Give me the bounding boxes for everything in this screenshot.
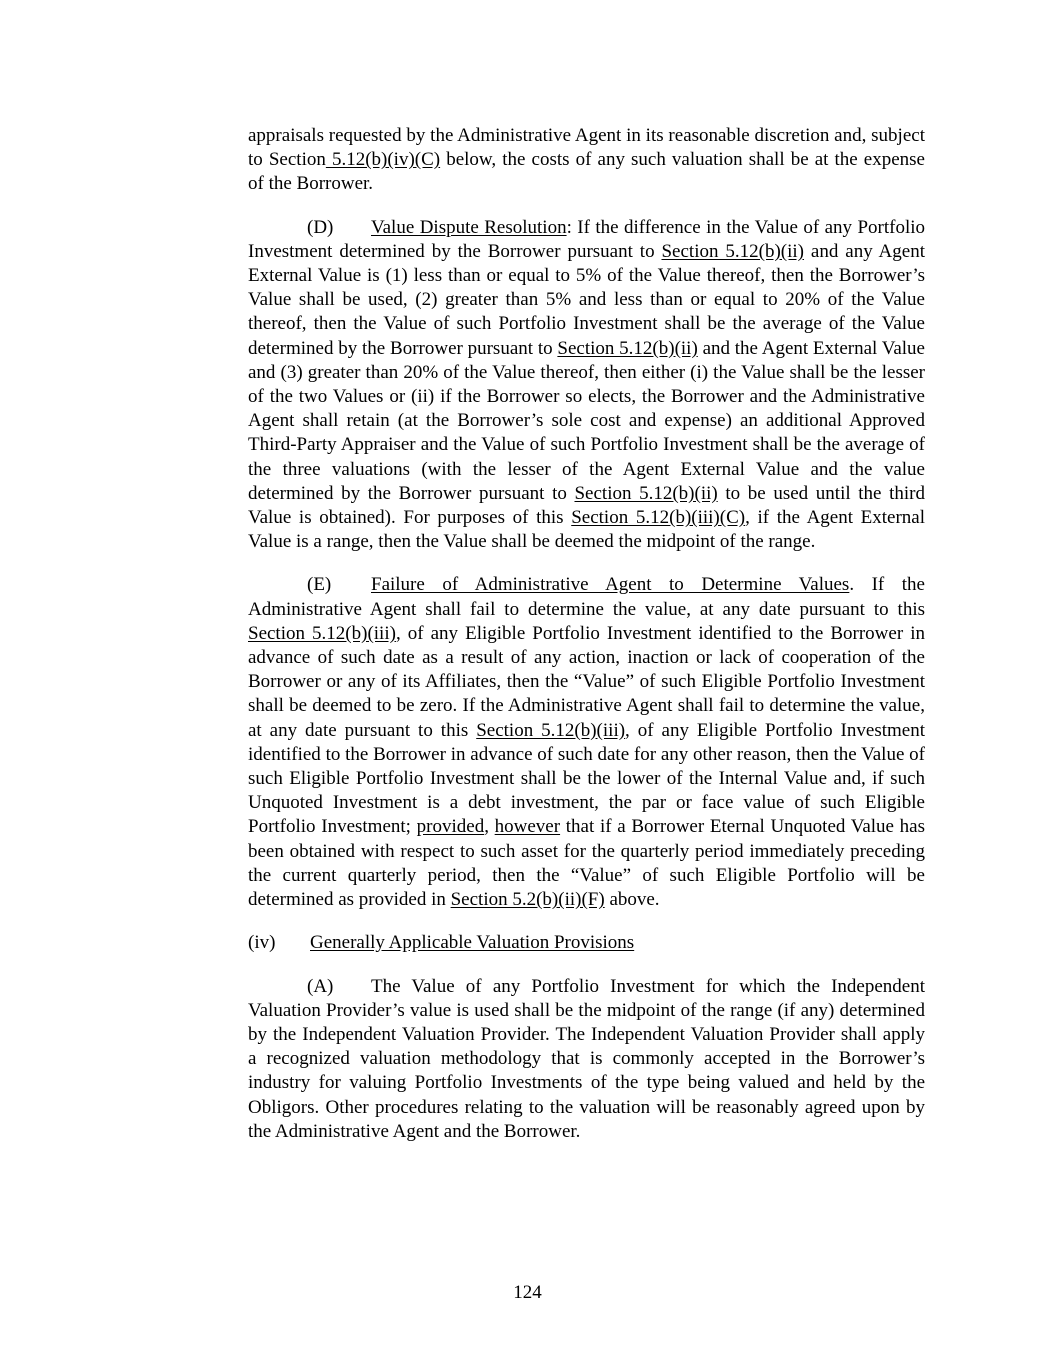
section-reference: Section 5.12(b)(ii)	[574, 482, 718, 504]
clause-heading: Failure of Administrative Agent to Determine Values	[371, 574, 850, 596]
section-reference: Section 5.12(b)(ii)	[557, 337, 698, 359]
text: , if the Agent External Value is a range, then the Value shall be deemed the midpoint of the range.	[248, 507, 926, 553]
text: above.	[604, 889, 660, 911]
text: , of any Eligible Portfolio Investment identified to the Borrower in advance of such date for any other reason, then the Value of such Eligible Portfolio Investment shall be the lower of the Internal Value and, if such Unquoted Investment is a debt investment, the par or face value of such Eligible Portfolio Investment;	[248, 719, 925, 838]
document-page	[248, 124, 925, 1163]
paragraph-a	[248, 975, 925, 1144]
page-number: 124	[513, 1282, 542, 1303]
text: ,	[484, 816, 495, 838]
text: : If the difference in the Value of any Portfolio Investment determined by the Borrower pursuant to	[248, 216, 925, 262]
section-reference: 5.12(b)(iv)(C)	[325, 149, 441, 171]
text: appraisals requested by the Administrative Agent in its reasonable discretion and, subject to Section	[248, 125, 925, 171]
paragraph-e	[248, 573, 925, 912]
clause-marker: (D)	[307, 216, 334, 238]
clause-heading: Value Dispute Resolution	[371, 216, 567, 238]
paragraph-iv	[248, 931, 925, 955]
clause-marker: (A)	[307, 975, 334, 997]
text: and the Agent External Value and (3) greater than 20% of the Value thereof, then either (i) the Value shall be the lesser of the two Values or (ii) if the Borrower so elects, the Borrower and the Administrative Agent shall retain (at the Borrower’s sole cost and expense) an additional Approved Third-Party Appraiser and the Value of such Portfolio Investment shall be the average of the three valuations (with the lesser of the Agent External Value and the value determined by the Borrower pursuant to	[248, 337, 925, 504]
clause-marker: (E)	[307, 574, 332, 596]
text: that if a Borrower Eternal Unquoted Value has been obtained with respect to such asset for the quarterly period immediately preceding the current quarterly period, then the “Value” of such Eligible Portfolio will be determined as provided in	[248, 816, 926, 911]
text: , of any Eligible Portfolio Investment identified to the Borrower in advance of such date as a result of any action, inaction or lack of cooperation of the Borrower or any of its Affiliates, then the “Value” of such Eligible Portfolio Investment shall be deemed to be zero. If the Administrative Agent shall fail to determine the value, at any date pursuant to this	[248, 622, 925, 741]
paragraph-intro	[248, 124, 925, 197]
section-reference: Section 5.2(b)(ii)(F)	[450, 889, 605, 911]
text: and any Agent External Value is (1) less than or equal to 5% of the Value thereof, then the Borrower’s Value shall be used, (2) greater than 5% and less than or equal to 20% of the Value thereof, then the Value of such Portfolio Investment shall be the average of the Value determined by the Borrower pursuant to	[248, 240, 925, 359]
text: The Value of any Portfolio Investment for which the Independent Valuation Provider’s value is used shall be the midpoint of the range (if any) determined by the Independent Valuation Provider. The Independent Valuation Provider shall apply a recognized valuation methodology that is commonly accepted in the Borrower’s industry for valuing Portfolio Investments of the type being valued and held by the Obligors. Other procedures relating to the valuation will be reasonably agreed upon by the Administrative Agent and the Borrower.	[248, 975, 925, 1142]
defined-term: provided	[416, 816, 485, 838]
paragraph-d	[248, 216, 925, 555]
section-reference: Section 5.12(b)(iii)(C)	[571, 507, 746, 529]
section-reference: Section 5.12(b)(ii)	[661, 240, 805, 262]
clause-heading: Generally Applicable Valuation Provisions	[310, 932, 635, 954]
clause-marker: (iv)	[248, 932, 276, 954]
text: . If the Administrative Agent shall fail to determine the value, at any date pursuant to this	[248, 574, 925, 620]
section-reference: Section 5.12(b)(iii)	[476, 719, 626, 741]
section-reference: Section 5.12(b)(iii)	[248, 622, 396, 644]
defined-term: however	[494, 816, 561, 838]
text: to be used until the third Value is obtained). For purposes of this	[248, 482, 925, 529]
text: below, the costs of any such valuation shall be at the expense of the Borrower.	[248, 149, 925, 195]
